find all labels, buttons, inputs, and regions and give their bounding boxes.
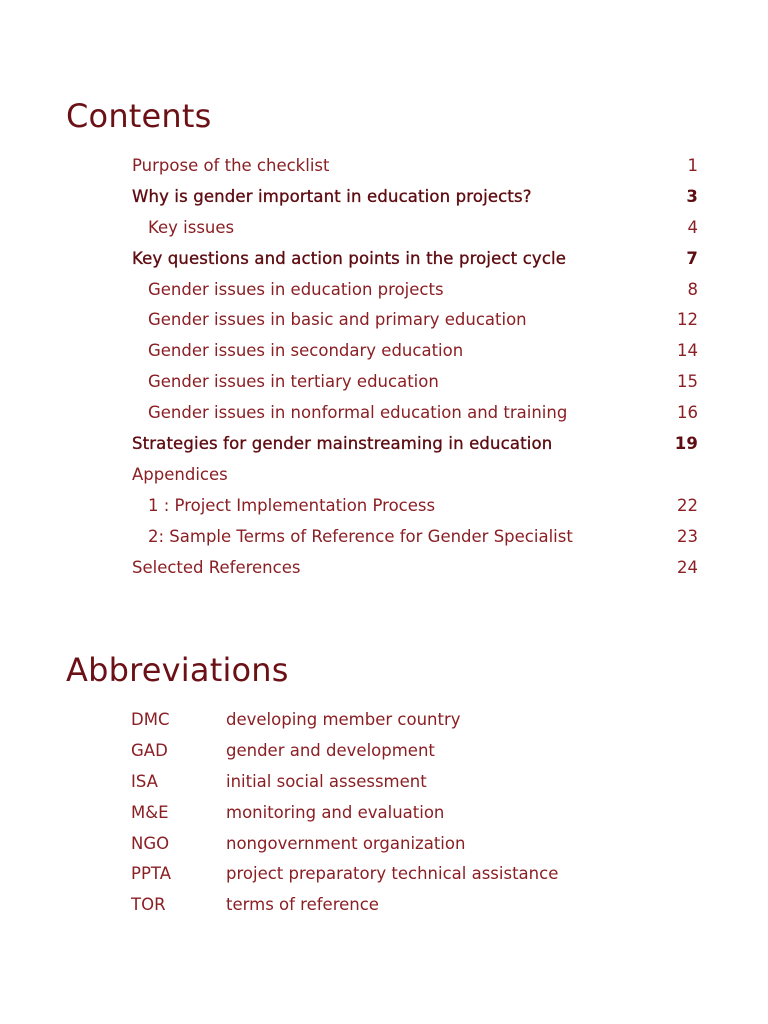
toc-entry-title: Purpose of the checklist <box>132 156 330 175</box>
abbreviation-meaning: developing member country <box>226 710 461 729</box>
toc-entry-title: 1 : Project Implementation Process <box>148 495 436 515</box>
toc-entry[interactable] <box>0 151 768 182</box>
abbreviations-list <box>0 705 768 921</box>
abbreviation-term: PPTA <box>131 864 171 884</box>
toc-entry[interactable] <box>0 398 768 429</box>
abbreviation-meaning: gender and development <box>226 740 435 760</box>
toc-entry-title: Key questions and action points in the project cycle <box>132 248 567 268</box>
abbreviation-term: ISA <box>131 771 158 791</box>
abbreviation-row <box>0 705 768 736</box>
toc-entry-title: Why is gender important in education projects? <box>132 186 532 206</box>
toc-entry-page: 12 <box>677 310 698 330</box>
abbreviation-term: NGO <box>131 833 170 853</box>
toc-entry-page: 8 <box>687 279 698 299</box>
toc-entry-title: 2: Sample Terms of Reference for Gender Specialist <box>148 526 573 546</box>
toc-entry-page: 1 <box>687 156 698 175</box>
toc-entry-page: 24 <box>677 557 698 577</box>
abbreviation-meaning: nongovernment organization <box>226 833 466 853</box>
toc-entry-page: 7 <box>686 248 698 268</box>
toc-entry-title: Gender issues in tertiary education <box>148 372 439 392</box>
abbreviations-heading: Abbreviations <box>66 651 289 689</box>
toc-entry-title: Strategies for gender mainstreaming in education <box>132 434 553 454</box>
toc-entry[interactable] <box>0 429 768 460</box>
abbreviation-term: GAD <box>131 740 168 760</box>
toc-entry-page: 4 <box>687 217 698 237</box>
abbreviation-row <box>0 829 768 860</box>
abbreviation-row <box>0 798 768 829</box>
table-of-contents <box>0 151 768 583</box>
toc-entry-page: 16 <box>677 403 698 423</box>
abbreviation-meaning: monitoring and evaluation <box>226 802 445 822</box>
toc-entry[interactable] <box>0 275 768 306</box>
toc-entry-page: 3 <box>686 186 698 206</box>
toc-entry-title: Selected References <box>132 557 301 577</box>
toc-entry[interactable] <box>0 305 768 336</box>
abbreviation-meaning: terms of reference <box>226 895 379 915</box>
abbreviation-term: TOR <box>131 895 166 915</box>
toc-entry-title: Gender issues in secondary education <box>148 341 464 361</box>
toc-entry-page: 15 <box>677 372 698 392</box>
contents-heading: Contents <box>66 97 212 135</box>
toc-entry-title: Gender issues in basic and primary education <box>148 310 527 330</box>
toc-entry[interactable] <box>0 522 768 553</box>
abbreviation-term: M&E <box>131 802 169 822</box>
toc-entry-page: 14 <box>677 341 698 361</box>
toc-entry[interactable] <box>0 244 768 275</box>
abbreviation-term: DMC <box>131 710 170 729</box>
toc-entry-title: Gender issues in education projects <box>148 279 444 299</box>
toc-entry[interactable] <box>0 491 768 522</box>
toc-entry-page: 23 <box>677 526 698 546</box>
toc-entry-page: 19 <box>674 434 698 454</box>
toc-entry[interactable] <box>0 367 768 398</box>
toc-entry-title: Gender issues in nonformal education and training <box>148 403 568 423</box>
toc-entry[interactable] <box>0 182 768 213</box>
abbreviation-row <box>0 890 768 921</box>
toc-entry[interactable] <box>0 213 768 244</box>
toc-entry-title: Key issues <box>148 217 235 237</box>
toc-entry-title: Appendices <box>132 464 228 484</box>
abbreviation-row <box>0 736 768 767</box>
abbreviation-row <box>0 767 768 798</box>
toc-entry[interactable] <box>0 553 768 584</box>
abbreviation-row <box>0 859 768 890</box>
toc-entry-page: 22 <box>677 495 698 515</box>
toc-entry[interactable] <box>0 460 768 491</box>
abbreviation-meaning: initial social assessment <box>226 771 427 791</box>
toc-entry[interactable] <box>0 336 768 367</box>
abbreviation-meaning: project preparatory technical assistance <box>226 864 559 884</box>
